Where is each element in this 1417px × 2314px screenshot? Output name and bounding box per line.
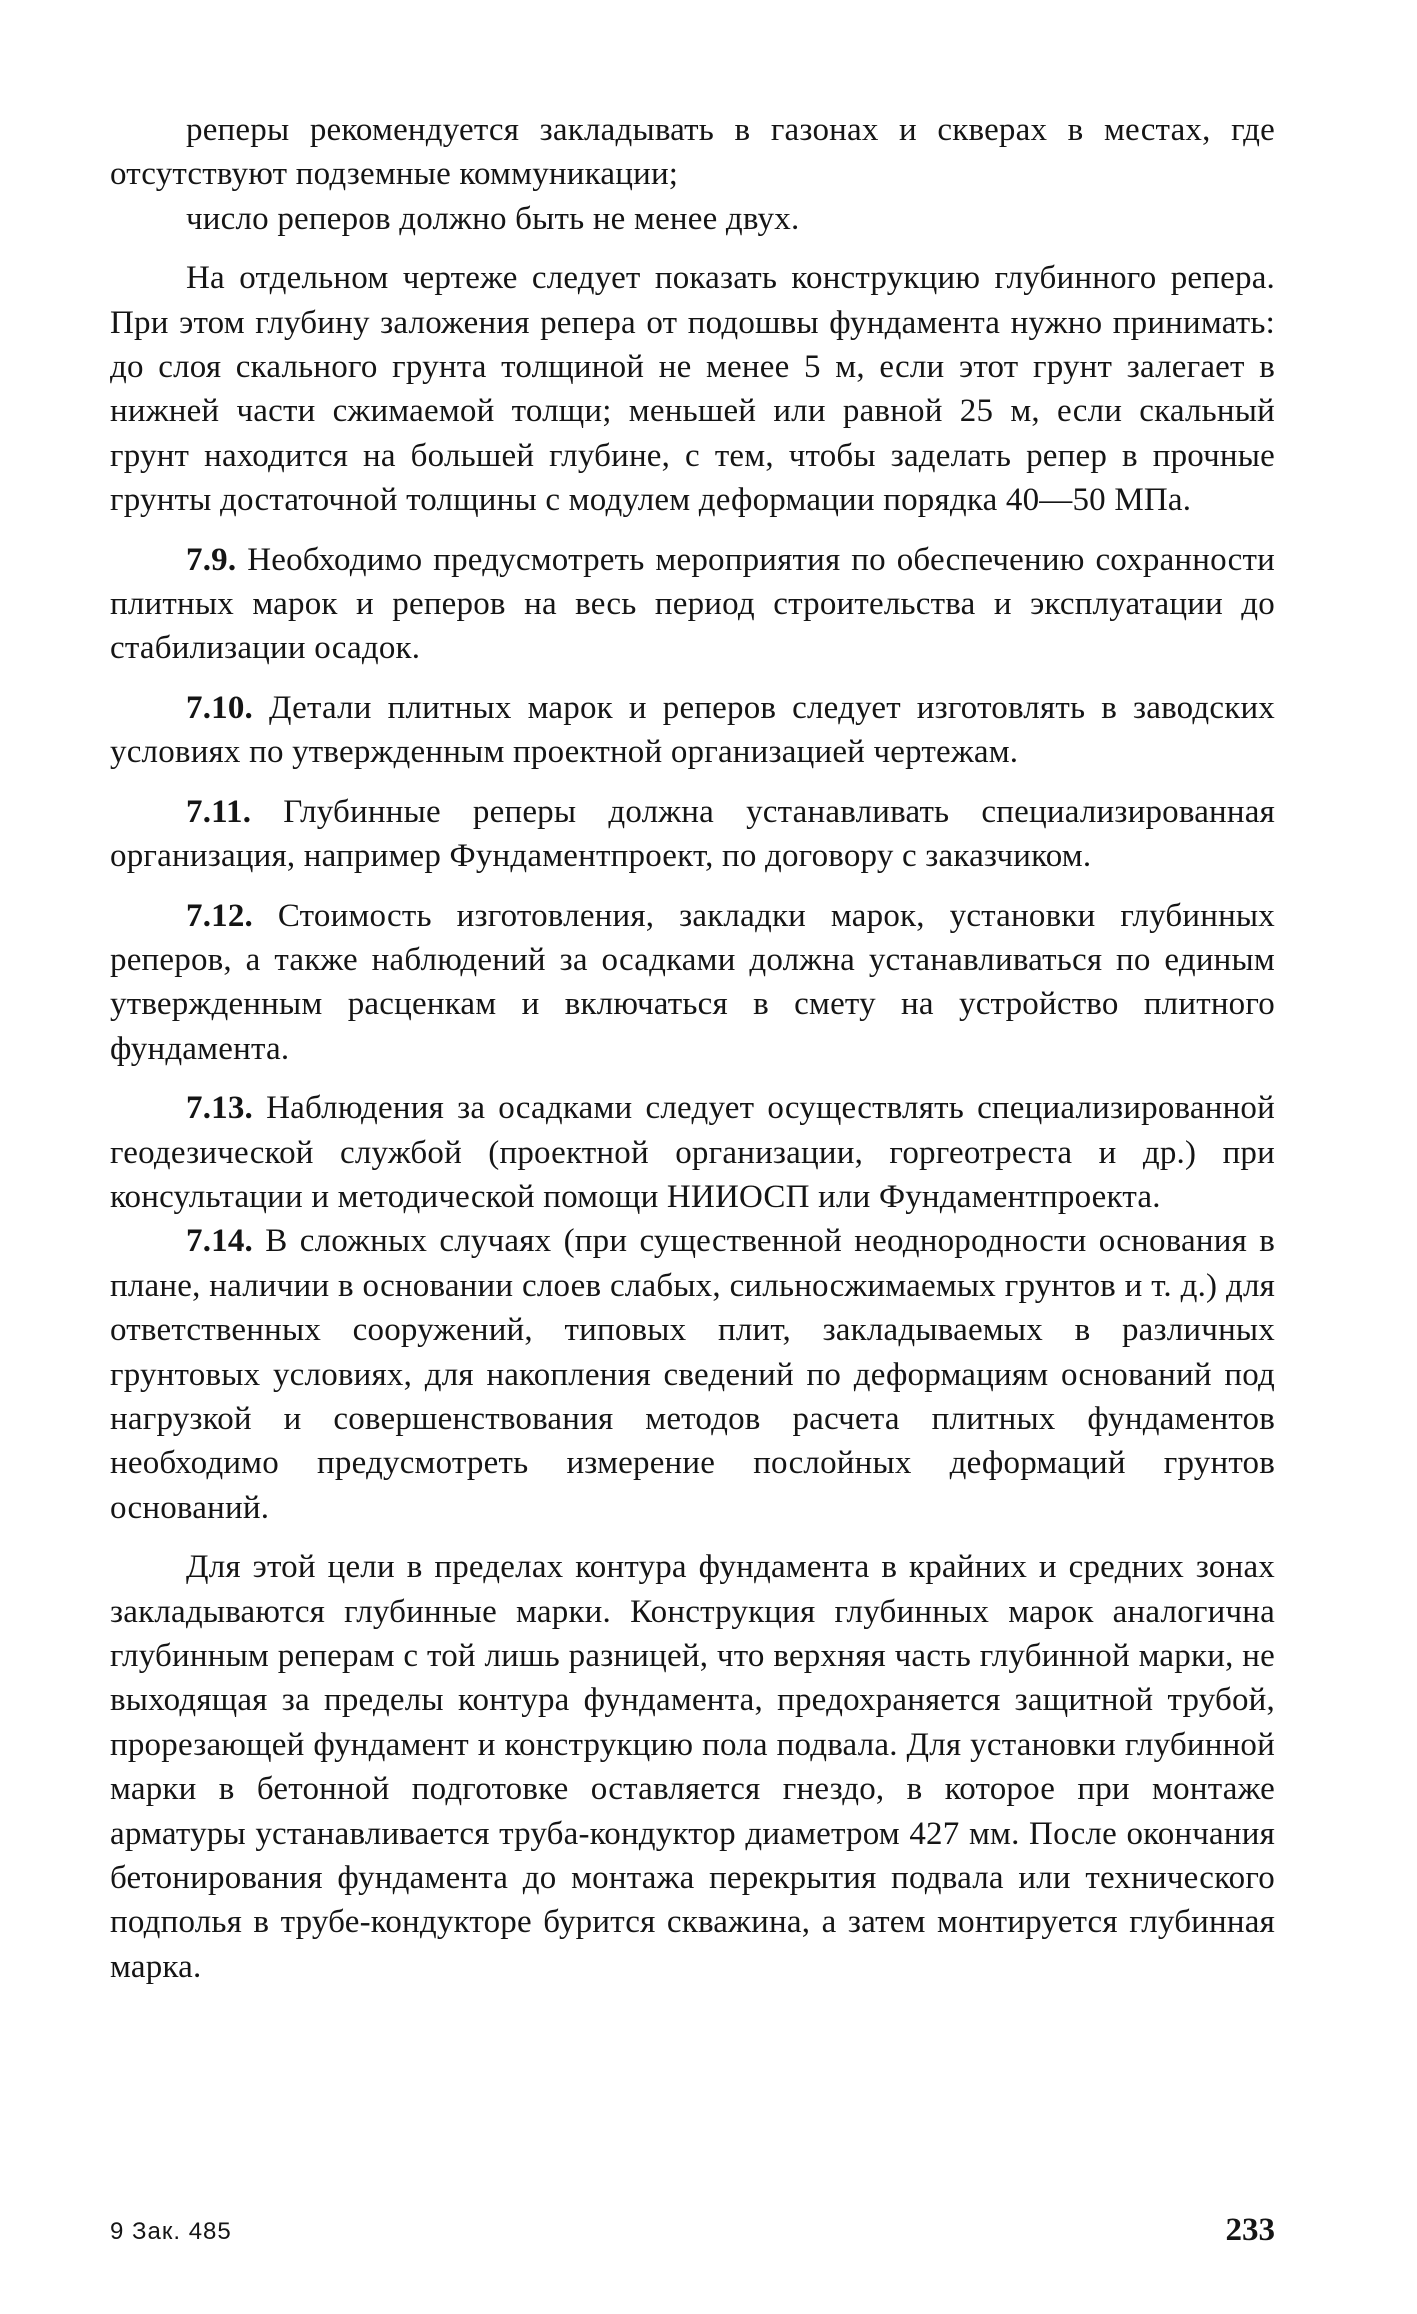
clause-7-11: 7.11. Глубинные реперы должна устанавливать специализированная организация, например Фундаментпроект, по договору с заказчиком. — [110, 793, 1275, 875]
page-number: 233 — [1225, 2212, 1275, 2248]
clause-number: 7.10. — [186, 689, 253, 726]
clause-number: 7.14. — [186, 1223, 253, 1260]
paragraph-2: число реперов должно быть не менее двух. — [186, 200, 800, 237]
page-body — [110, 108, 1275, 1989]
clause-7-9: 7.9. Необходимо предусмотреть мероприятия по обеспечению сохранности плитных марок и реперов на весь период строительства и эксплуатации до стабилизации осадок. — [110, 541, 1276, 667]
clause-7-14: 7.14. В сложных случаях (при существенной неоднородности основания в плане, наличии в основании слоев слабых, сильносжимаемых грунтов и т. д.) для ответственных сооружений, типовых плит, закладываемых в различных грунтовых условиях, для накопления сведений по деформациям оснований под нагрузкой и совершенствования методов расчета плитных фундаментов необходимо предусмотреть измерение послойных деформаций грунтов оснований. — [110, 1223, 1276, 1526]
clause-number: 7.11. — [186, 793, 252, 830]
printer-signature: 9 Зак. 485 — [110, 2218, 232, 2245]
clause-number: 7.9. — [186, 541, 237, 578]
paragraph-final: Для этой цели в пределах контура фундамента в крайних и средних зонах закладываются глубинные марки. Конструкция глубинных марок аналогична глубинным реперам с той лишь разницей, что верхняя часть глубинной марки, не выходящая за пределы контура фундамента, предохраняется защитной трубой, прорезающей фундамент и конструкцию пола подвала. Для установки глубинной марки в бетонной подготовке оставляется гнездо, в которое при монтаже арматуры устанавливается труба-кондуктор диаметром 427 мм. После окончания бетонирования фундамента до монтажа перекрытия подвала или технического подполья в трубе-кондукторе бурится скважина, а затем монтируется глубинная марка. — [110, 1549, 1275, 1985]
clause-number: 7.12. — [186, 897, 253, 934]
clause-7-12: 7.12. Стоимость изготовления, закладки марок, установки глубинных реперов, а также наблюдений за осадками должна устанавливаться по единым утвержденным расценкам и включаться в смету на устройство плитного фундамента. — [110, 897, 1275, 1067]
clause-number: 7.13. — [186, 1090, 253, 1127]
paragraph-3: На отдельном чертеже следует показать конструкцию глубинного репера. При этом глубину заложения репера от подошвы фундамента нужно принимать: до слоя скального грунта толщиной не менее 5 м, если этот грунт залегает в нижней части сжимаемой толщи; меньшей или равной 25 м, если скальный грунт находится на большей глубине, с тем, чтобы заделать репер в прочные грунты достаточной толщины с модулем деформации порядка 40—50 МПа. — [110, 260, 1275, 519]
clause-7-13: 7.13. Наблюдения за осадками следует осуществлять специализированной геодезической службой (проектной организации, горгеотреста и др.) при консультации и методической помощи НИИОСП или Фундаментпроекта. — [110, 1090, 1275, 1215]
paragraph-1: реперы рекомендуется закладывать в газонах и скверах в местах, где отсутствуют подземные коммуникации; — [110, 112, 1275, 193]
clause-7-10: 7.10. Детали плитных марок и реперов следует изготовлять в заводских условиях по утвержденным проектной организацией чертежам. — [110, 689, 1276, 771]
page-footer — [110, 2212, 1275, 2252]
